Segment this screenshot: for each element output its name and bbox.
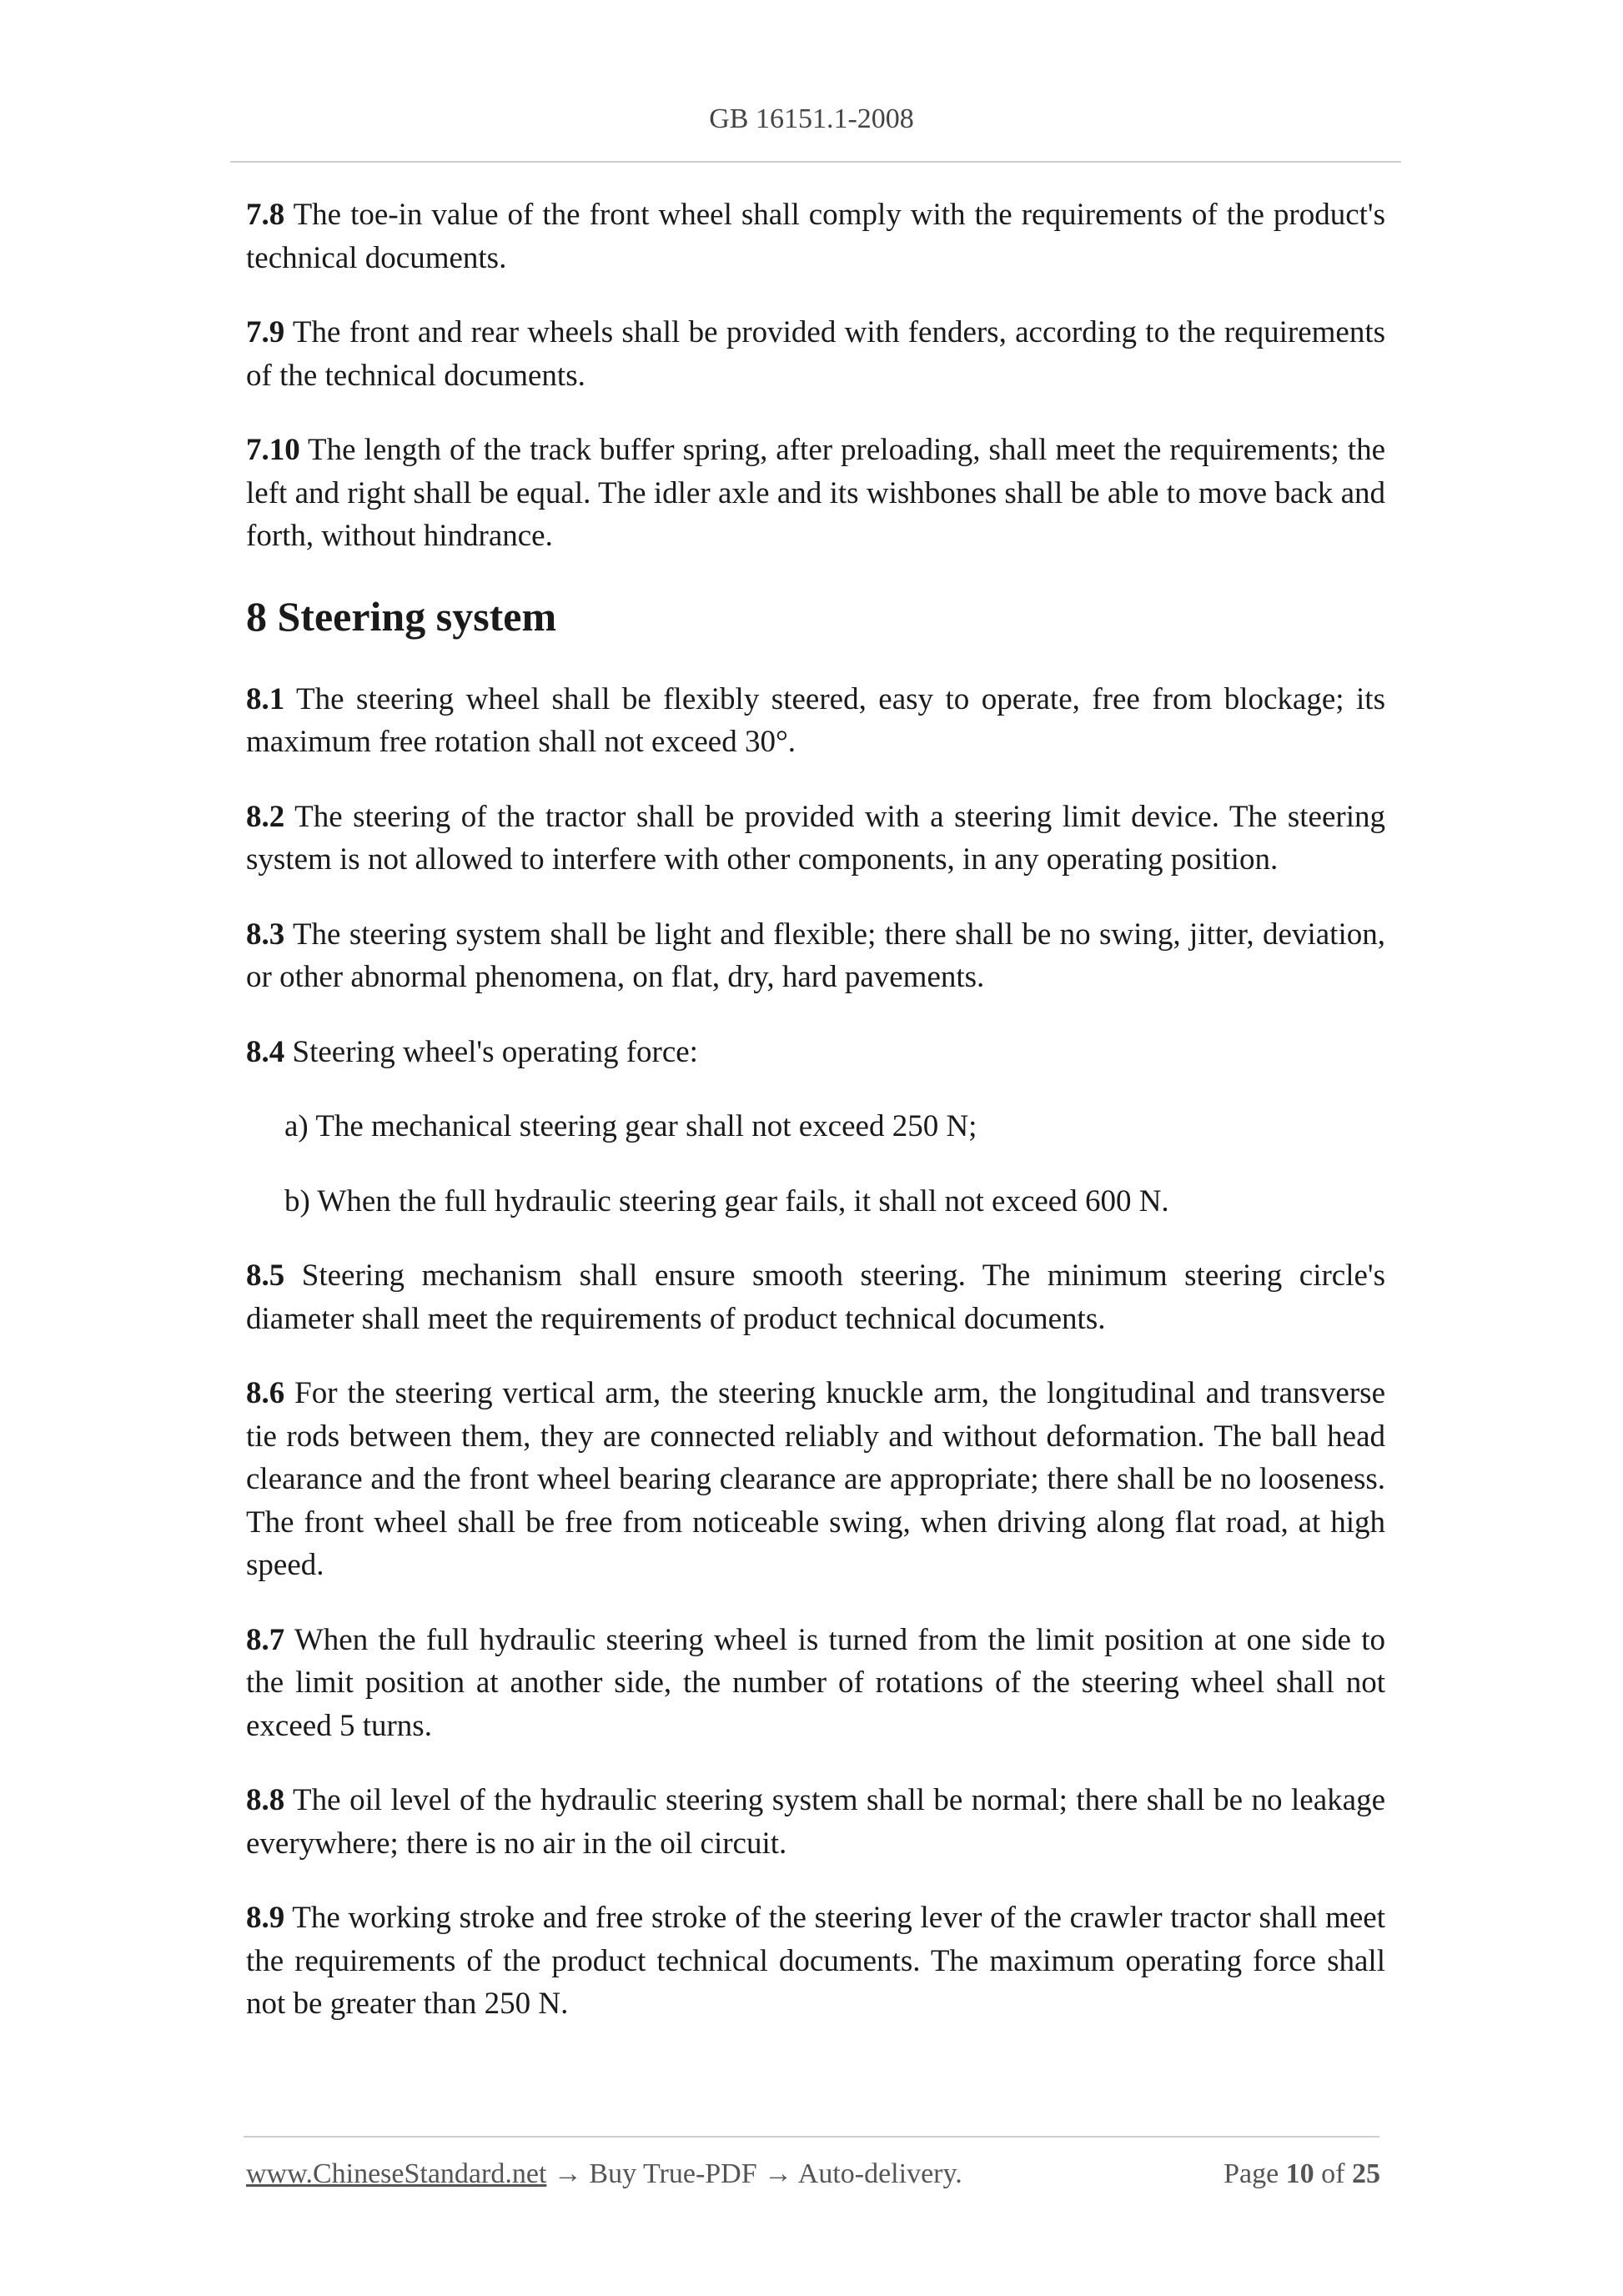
- clause-8-9: [246, 1897, 1385, 2026]
- clause-number: 8.9: [246, 1901, 285, 1935]
- clause-8-1: [246, 678, 1385, 764]
- footer-divider: [244, 2136, 1379, 2138]
- delivery-text: Auto-delivery.: [797, 2158, 962, 2189]
- page-label: Page: [1224, 2158, 1286, 2189]
- header-divider: [230, 161, 1401, 163]
- clause-8-3: [246, 913, 1385, 999]
- clause-number: 8.8: [246, 1783, 285, 1817]
- clause-text: Steering mechanism shall ensure smooth steering. The minimum steering circle's diameter shall meet the requirements of product technical documents.: [246, 1259, 1385, 1336]
- section-title: 8 Steering system: [246, 592, 557, 640]
- clause-text: The steering wheel shall be flexibly steered, easy to operate, free from blockage; its maximum free rotation shall not exceed 30°.: [246, 681, 1385, 759]
- clause-text: For the steering vertical arm, the steering knuckle arm, the longitudinal and transverse tie rods between them, they are connected reliably and without deformation. The ball head clearance and the front wheel bearing clearance are appropriate; there shall be no looseness. The front wheel shall be free from noticeable swing, when driving along flat road, at high speed.: [246, 1376, 1385, 1582]
- clause-text: The oil level of the hydraulic steering system shall be normal; there shall be no leakage everywhere; there is no air in the oil circuit.: [246, 1783, 1385, 1861]
- clause-number: 8.1: [246, 681, 285, 716]
- clause-text: The steering of the tractor shall be provided with a steering limit device. The steering system is not allowed to interfere with other components, in any operating position.: [246, 799, 1385, 877]
- clause-number: 7.8: [246, 198, 285, 232]
- clause-7-10: [246, 429, 1385, 558]
- clause-8-8: [246, 1779, 1385, 1865]
- clause-number: 8.4: [246, 1034, 285, 1069]
- clause-text: The length of the track buffer spring, after preloading, shall meet the requirements; the left and right shall be equal. The idler axle and its wishbones shall be able to move back and forth, without hindrance.: [246, 433, 1385, 553]
- website-link[interactable]: www.ChineseStandard.net: [246, 2158, 547, 2189]
- clause-text: The front and rear wheels shall be provided with fenders, according to the requirements of the technical documents.: [246, 315, 1385, 393]
- clause-8-4: [246, 1031, 1385, 1074]
- page-number: 10: [1285, 2158, 1314, 2189]
- document-header: GB 16151.1-2008: [709, 103, 914, 134]
- clause-8-6: [246, 1372, 1385, 1587]
- clause-8-7: [246, 1619, 1385, 1748]
- page-total: 25: [1352, 2158, 1380, 2189]
- clause-number: 7.10: [246, 433, 300, 467]
- clause-7-9: [246, 311, 1385, 397]
- list-item: a) The mechanical steering gear shall not exceed 250 N;: [284, 1109, 977, 1143]
- clause-text: Steering wheel's operating force:: [284, 1034, 698, 1069]
- clause-text: When the full hydraulic steering wheel is turned from the limit position at one side to the limit position at another side, the number of rotations of the steering wheel shall not exceed 5 turns.: [246, 1622, 1385, 1743]
- clause-8-2: [246, 796, 1385, 882]
- clause-text: The steering system shall be light and flexible; there shall be no swing, jitter, deviation, or other abnormal phenomena, on flat, dry, hard pavements.: [246, 917, 1385, 994]
- clause-text: The working stroke and free stroke of the steering lever of the crawler tractor shall meet the requirements of the product technical documents. The maximum operating force shall not be greater than 250 N.: [246, 1901, 1385, 2021]
- clause-7-8: [246, 193, 1385, 279]
- arrow-right-icon: →: [546, 2158, 590, 2189]
- clause-text: The toe-in value of the front wheel shall comply with the requirements of the product's technical documents.: [246, 198, 1385, 275]
- list-item: b) When the full hydraulic steering gear fails, it shall not exceed 600 N.: [284, 1183, 1169, 1218]
- clause-number: 8.5: [246, 1259, 285, 1293]
- footer-links: [246, 2158, 962, 2190]
- clause-number: 8.6: [246, 1376, 285, 1410]
- clause-number: 8.2: [246, 799, 285, 834]
- arrow-right-icon: →: [756, 2158, 798, 2189]
- clause-8-5: [246, 1254, 1385, 1340]
- page-content: [246, 193, 1385, 2057]
- clause-number: 7.9: [246, 315, 285, 349]
- of-label: of: [1314, 2158, 1352, 2189]
- clause-number: 8.3: [246, 917, 285, 952]
- clause-number: 8.7: [246, 1622, 285, 1657]
- buy-pdf-text: Buy True-PDF: [589, 2158, 757, 2189]
- page-indicator: [1224, 2158, 1380, 2190]
